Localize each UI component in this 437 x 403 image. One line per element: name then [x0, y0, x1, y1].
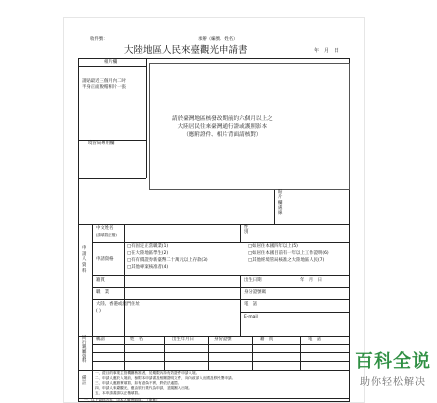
- companion-header-name: 姓 名: [130, 337, 144, 342]
- side-label: 貼 片 欄 處 線: [278, 190, 283, 217]
- companion-header-phone: 電 話: [308, 337, 322, 342]
- eligibility-option-7[interactable]: □其他經境管局核准之大陸地區人民(7): [248, 258, 325, 263]
- eligibility-option-1[interactable]: □有固定正當職業(1): [127, 244, 169, 249]
- note-line-1: 一、經目的事業主管機關核准者，於期限內持有效證件申請入境。: [95, 371, 200, 375]
- note-line-4: 四、申請人來臺觀光，應由旅行業代為申請，並隨團入出境。: [95, 386, 193, 390]
- footer-note: 一、以上資料內容，由本人確實填寫。（簽章）: [84, 398, 160, 402]
- watermark: [355, 353, 431, 388]
- note-line-2: 二、申請人應於入境前，檢附本申請書及相關證明文件，向內政部入出國及移民署申請。: [95, 376, 236, 380]
- address-label: 大陸、香港或澳門住址: [96, 302, 140, 307]
- note-line-5: 五、本申請書請以正楷填寫。: [95, 391, 142, 395]
- applicant-number-label: 承辦（編號．姓名）: [198, 37, 238, 42]
- watermark-brand: 百科全说: [355, 351, 431, 372]
- profession-label: 職 業: [96, 290, 110, 295]
- border-office-label: 境管局專用欄: [88, 141, 115, 146]
- date-label: 年 月 日: [314, 48, 340, 54]
- eligibility-option-5[interactable]: □如居住本國四年以上(5): [248, 244, 298, 249]
- companion-header-native: 籍 貫: [260, 337, 274, 342]
- photo-column-header: 相片欄: [104, 60, 118, 65]
- watermark-slogan: 助你轻松解决: [360, 377, 426, 388]
- email-label: E-mail: [244, 315, 258, 320]
- notes-section-label: 備 註: [82, 376, 87, 387]
- birth-date-value: 年 月 日: [300, 278, 322, 283]
- document-instructions: 請於臺灣地區核發改期前約六個月以上之 大陸居民往來臺灣通行證或護照影本 （應附證件、相片背面請核對）: [172, 116, 273, 139]
- applicant-section-label: 申 請 人 資 料: [82, 246, 87, 274]
- form-title: 大陸地區人民來臺觀光申請書: [124, 45, 248, 56]
- address-note: ( ): [96, 309, 101, 314]
- companion-header-birth: 出生年月日: [172, 337, 194, 342]
- eligibility-option-4[interactable]: □其他專案核准者(4): [127, 265, 169, 270]
- photo-instructions: 請貼最近三個月內二吋 半身正面脫帽相片一張: [82, 79, 126, 90]
- native-place-label: 籍貫: [96, 278, 105, 283]
- companion-header-id: 身份證號: [214, 337, 232, 342]
- phone-label: 電 話: [244, 302, 258, 307]
- companion-header-relation: 稱謂: [96, 337, 105, 342]
- chinese-name-label: 中文姓名: [96, 226, 114, 231]
- gender-label: 性 別: [244, 225, 249, 235]
- eligibility-label: 申請資格: [96, 257, 114, 262]
- id-number-label: 身分證號碼: [244, 290, 266, 295]
- receipt-number-label: 收件號：: [90, 37, 108, 42]
- companions-section-label: 同 行 親 屬 資 料: [82, 336, 87, 365]
- note-line-3: 三、申請人應據實填寫，如有虛偽不實，將依法處罰。: [95, 381, 182, 385]
- application-form-page: [64, 18, 364, 402]
- eligibility-option-6[interactable]: □如居住本國目前有一年以上工作證明(6): [248, 251, 329, 256]
- birth-date-label: 出生日期: [244, 278, 262, 283]
- eligibility-option-3[interactable]: □有有價證券新臺幣二十萬元以上存款(3): [127, 258, 208, 263]
- eligibility-option-2[interactable]: □在大陸地區學生(2): [127, 251, 169, 256]
- chinese-name-note: (請填寫正楷): [96, 233, 117, 237]
